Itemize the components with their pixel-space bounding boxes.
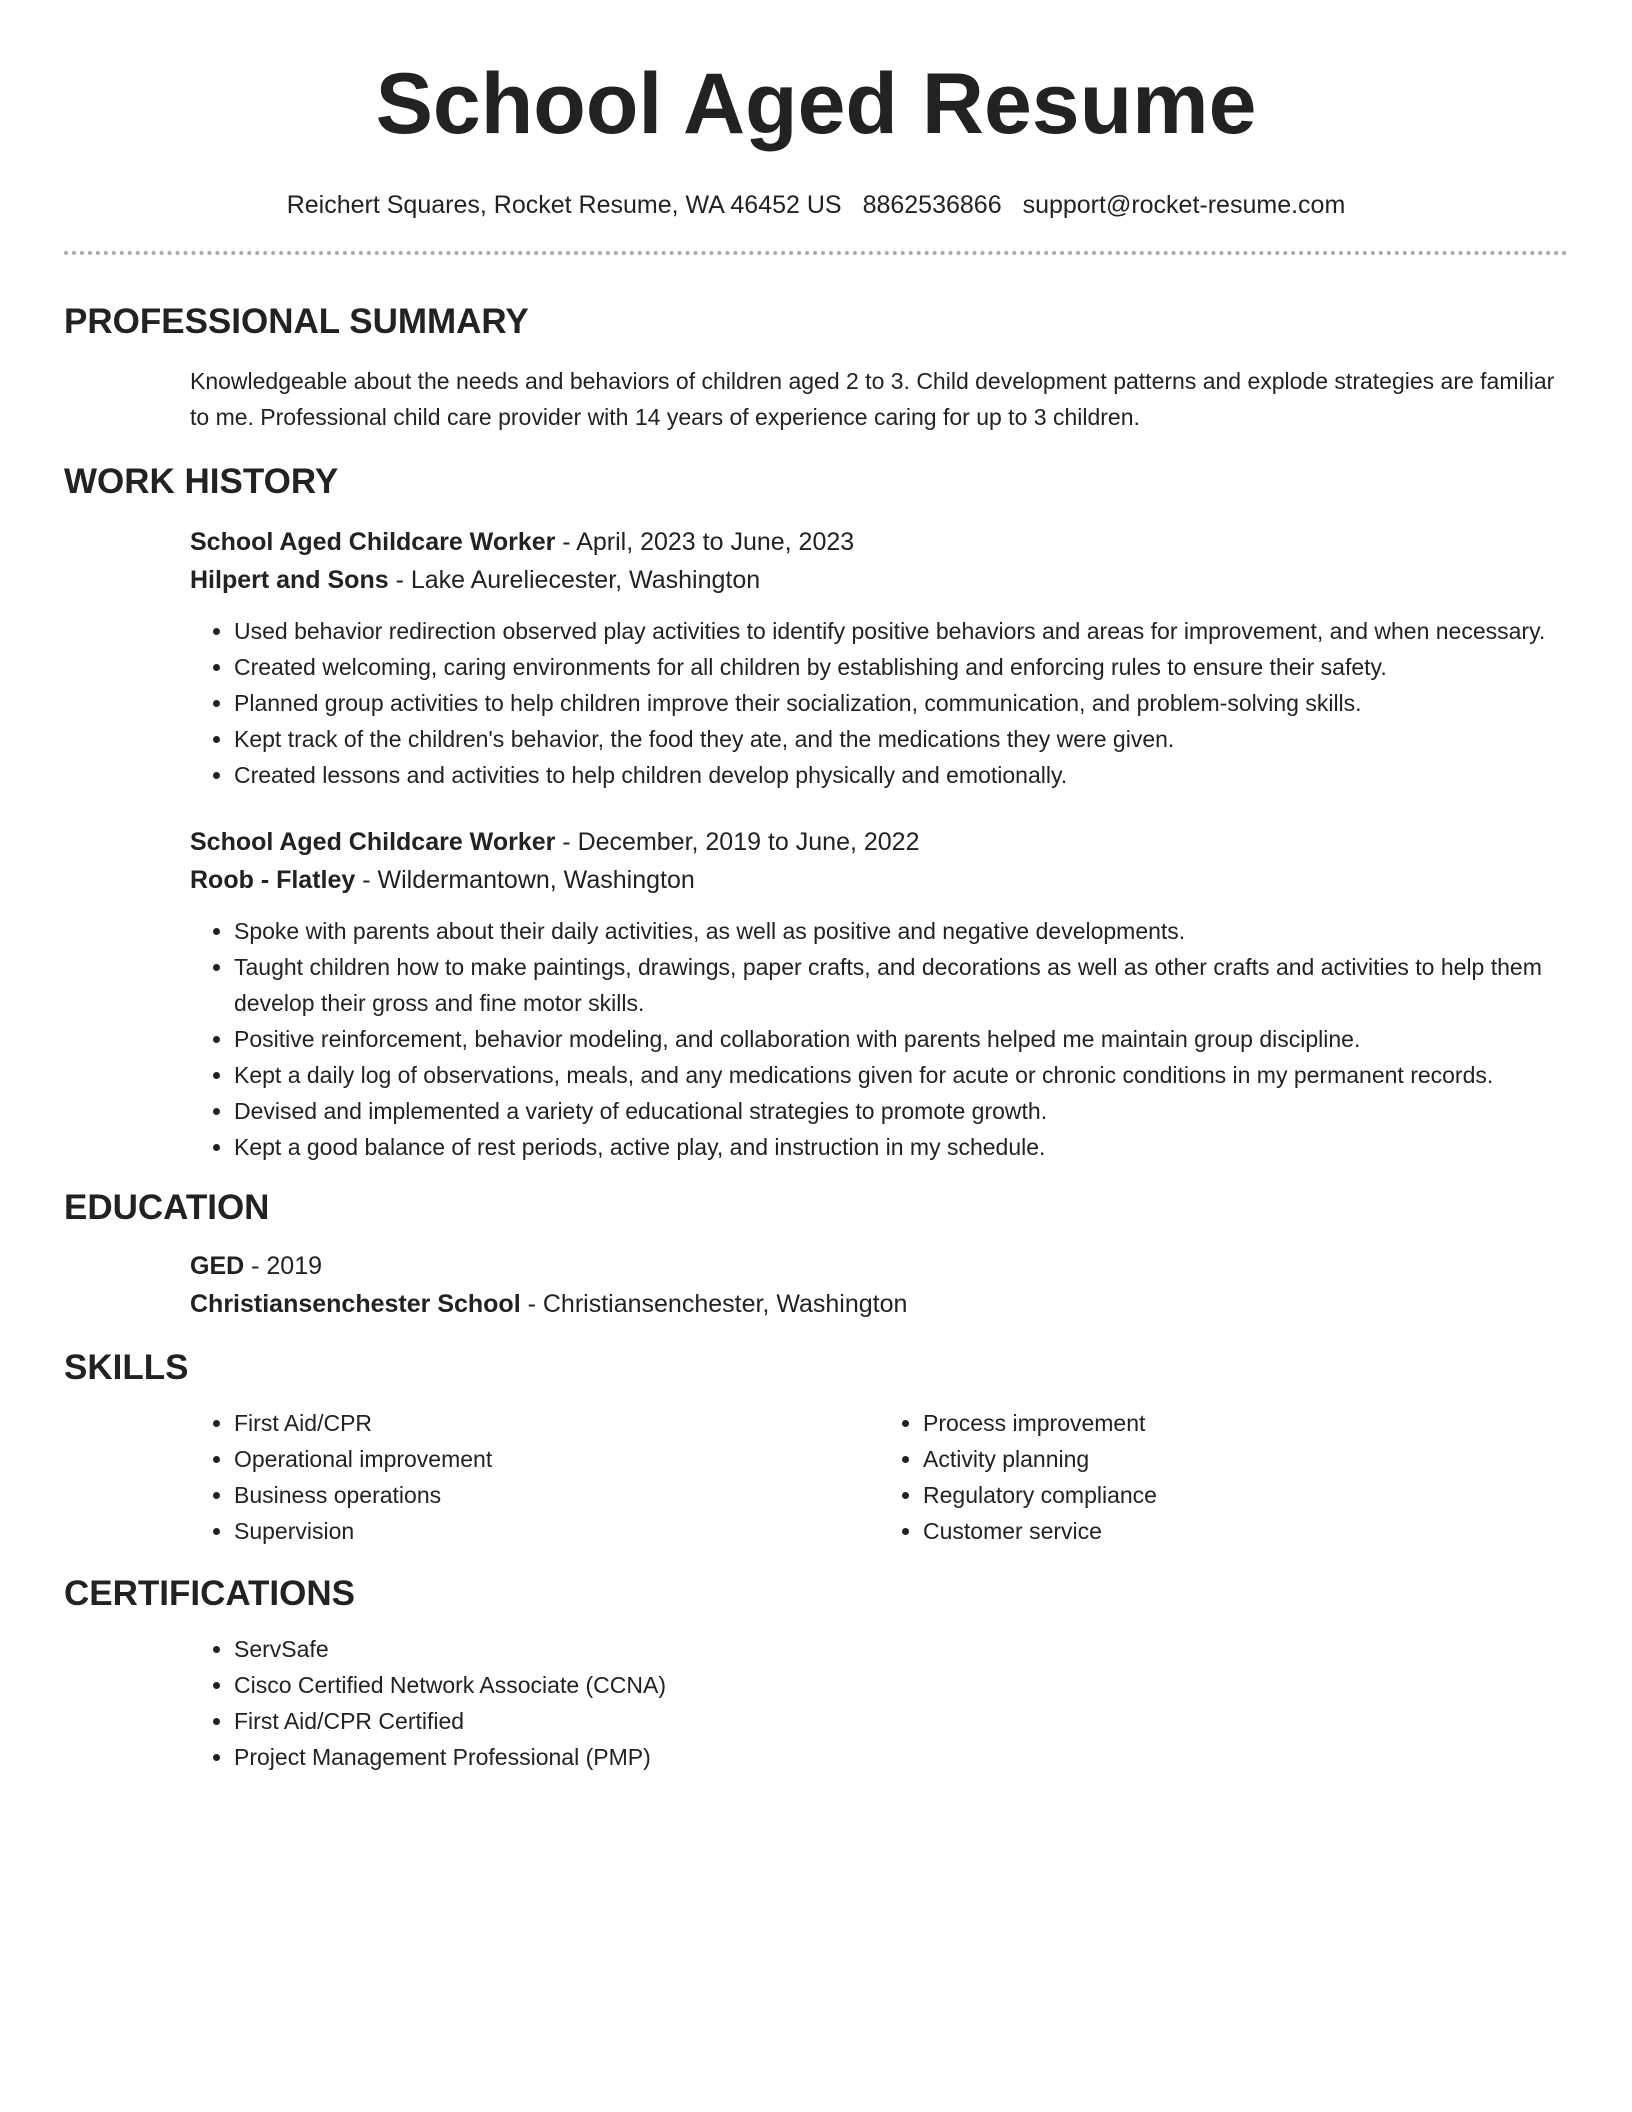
skill-item: • Regulatory compliance: [923, 1477, 1568, 1513]
contact-address: Reichert Squares, Rocket Resume, WA 46452 US: [286, 191, 842, 219]
education-entry: [64, 1247, 1568, 1323]
job-dates: - December, 2019 to June, 2022: [555, 828, 920, 856]
job-location: - Lake Aureliecester, Washington: [388, 566, 761, 594]
skill-item: • Supervision: [234, 1513, 879, 1549]
job-bullet: • Positive reinforcement, behavior modeling, and collaboration with parents helped me maintain group discipline.: [234, 1021, 1568, 1057]
degree-line: [190, 1247, 1568, 1285]
skills-right-list: [879, 1405, 1568, 1549]
education-section: [64, 1187, 1568, 1323]
certification-item: • Project Management Professional (PMP): [234, 1739, 1568, 1775]
skills-left-list: [190, 1405, 879, 1549]
job-bullet: • Used behavior redirection observed play activities to identify positive behaviors and areas for improvement, and when necessary.: [234, 613, 1568, 649]
job-bullet: • Spoke with parents about their daily activities, as well as positive and negative developments.: [234, 913, 1568, 949]
job-bullet: • Kept a good balance of rest periods, active play, and instruction in my schedule.: [234, 1129, 1568, 1165]
job-position: School Aged Childcare Worker: [190, 528, 556, 556]
job-bullet: • Kept a daily log of observations, meals, and any medications given for acute or chronic conditions in my permanent records.: [234, 1057, 1568, 1093]
header-divider: [64, 251, 1568, 255]
certifications-section: [64, 1573, 1568, 1775]
job-bullet: • Created welcoming, caring environments for all children by establishing and enforcing rules to ensure their safety.: [234, 649, 1568, 685]
job-location: - Wildermantown, Washington: [355, 866, 695, 894]
contact-phone: 8862536866: [862, 191, 1002, 219]
work-section: [64, 461, 1568, 1165]
job-bullets: [190, 613, 1568, 793]
job-title-line: [190, 823, 1568, 861]
education-year: - 2019: [244, 1252, 323, 1280]
skill-item: • Operational improvement: [234, 1441, 879, 1477]
skill-item: • First Aid/CPR: [234, 1405, 879, 1441]
job-entry: [64, 823, 1568, 1165]
skills-grid: [64, 1405, 1568, 1549]
job-company: Roob - Flatley: [190, 866, 356, 894]
job-bullet: • Planned group activities to help children improve their socialization, communication, and problem-solving skills.: [234, 685, 1568, 721]
certification-item: • Cisco Certified Network Associate (CCNA): [234, 1667, 1568, 1703]
skill-item: • Process improvement: [923, 1405, 1568, 1441]
certifications-list: [190, 1631, 1568, 1775]
job-dates: - April, 2023 to June, 2023: [555, 528, 855, 556]
certification-item: • ServSafe: [234, 1631, 1568, 1667]
job-position: School Aged Childcare Worker: [190, 828, 556, 856]
job-bullet: • Taught children how to make paintings, drawings, paper crafts, and decorations as well as other crafts and activities to help them develop their gross and fine motor skills.: [234, 949, 1568, 1021]
job-company-line: [190, 861, 1568, 899]
resume-name: School Aged Resume: [375, 56, 1257, 152]
school-line: [190, 1285, 1568, 1323]
education-title: EDUCATION: [64, 1188, 270, 1227]
education-degree: GED: [190, 1252, 245, 1280]
education-location: - Christiansenchester, Washington: [520, 1290, 908, 1318]
contact-line: [64, 190, 1568, 220]
job-bullet: • Kept track of the children's behavior, the food they ate, and the medications they were given.: [234, 721, 1568, 757]
skills-section: [64, 1347, 1568, 1549]
job-bullet: • Devised and implemented a variety of educational strategies to promote growth.: [234, 1093, 1568, 1129]
job-entry: [64, 523, 1568, 793]
contact-email: support@rocket-resume.com: [1022, 191, 1346, 219]
job-bullets: [190, 913, 1568, 1165]
education-school: Christiansenchester School: [190, 1290, 521, 1318]
skill-item: • Activity planning: [923, 1441, 1568, 1477]
job-company-line: [190, 561, 1568, 599]
job-bullet: • Created lessons and activities to help children develop physically and emotionally.: [234, 757, 1568, 793]
skill-item: • Customer service: [923, 1513, 1568, 1549]
job-company: Hilpert and Sons: [190, 566, 389, 594]
summary-text: Knowledgeable about the needs and behaviors of children aged 2 to 3. Child development patterns and explode strategies are familiar to me. Professional child care provider with 14 years of experience caring for up to 3 children.: [190, 368, 1555, 430]
skill-item: • Business operations: [234, 1477, 879, 1513]
certifications-block: [64, 1631, 1568, 1775]
summary-section: [64, 301, 1568, 435]
summary-title: PROFESSIONAL SUMMARY: [64, 302, 529, 341]
job-title-line: [190, 523, 1568, 561]
skills-title: SKILLS: [64, 1348, 189, 1387]
work-title: WORK HISTORY: [64, 462, 339, 501]
certification-item: • First Aid/CPR Certified: [234, 1703, 1568, 1739]
certifications-title: CERTIFICATIONS: [64, 1574, 356, 1613]
